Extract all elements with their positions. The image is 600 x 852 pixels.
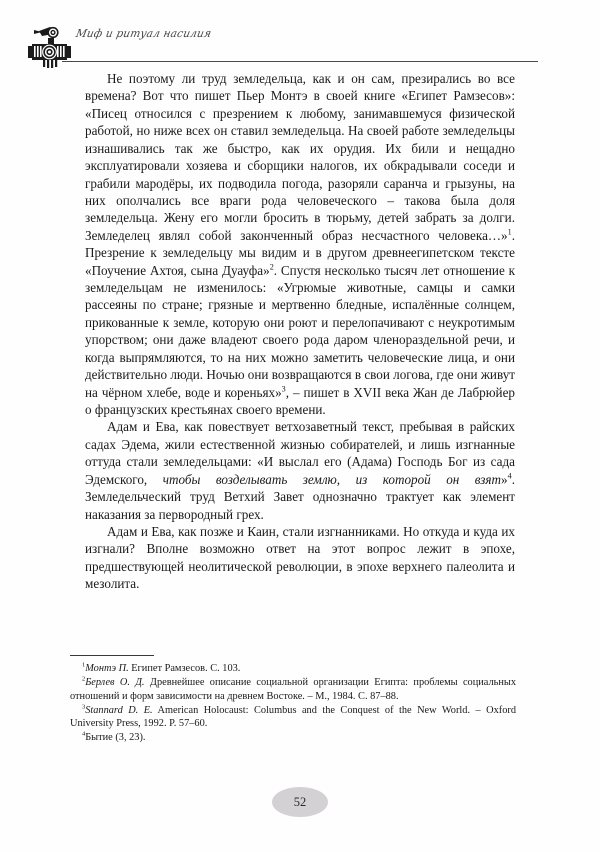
footnote-item — [70, 676, 516, 703]
footnote-number: 4 — [82, 731, 86, 739]
footnote-text: Древнейшее описание социальной организации Египта: проблемы социальных отношений и форм зависимости на древнем Востоке. – М., 1984. С. 87–88. — [70, 677, 516, 702]
footnote-author: Stannard D. E. — [85, 704, 153, 716]
footnote-author: Берлев О. Д. — [85, 677, 145, 689]
footnote-item — [70, 704, 516, 731]
footnote-number: 2 — [82, 675, 86, 683]
quote-italic: чтобы возделывать землю, из которой он взят — [162, 471, 502, 487]
footnote-marker-3[interactable]: 3 — [281, 384, 286, 394]
footnote-marker-2[interactable]: 2 — [269, 262, 274, 272]
footnote-marker-4[interactable]: 4 — [507, 471, 512, 481]
footnote-rule — [70, 655, 154, 656]
header-rule — [62, 61, 538, 62]
footnote-marker-1[interactable]: 1 — [507, 227, 512, 237]
body-text — [85, 70, 515, 593]
footnote-section — [70, 655, 516, 746]
page-header — [0, 0, 600, 66]
footnote-number: 1 — [82, 661, 86, 669]
page-number: 52 — [293, 794, 307, 809]
footnote-list — [70, 662, 516, 745]
footnote-text: Бытие (3, 23). — [85, 732, 146, 744]
footnote-number: 3 — [82, 703, 86, 711]
footnote-item — [70, 662, 516, 676]
running-head: Миф и ритуал насилия — [74, 27, 213, 41]
footnote-author: Монтэ П. — [85, 663, 129, 674]
footnote-text: American Holocaust: Columbus and the Conquest of the New World. – Oxford University Press, 1992. P. 57–60. — [70, 704, 516, 730]
footnote-item — [70, 731, 516, 745]
page-number-badge — [272, 787, 328, 817]
paragraph-1: Не поэтому ли труд земледельца, как и он сам, презирались во все времена? Вот что пишет Пьер Монтэ в своей книге «Египет Рамзесов»: «Писец относился с презрением к любому, занимавшемуся физической работой, но ниже всех он ставил земледельца. На своей работе земледельцы изнашивались так же быстро, как их орудия. Их били и нещадно эксплуатировали хозяева и сборщики налогов, их обкрадывали соседи и грабили мародёры, их подводила погода, разоряли саранча и грызуны, на них ополчались все враги рода человеческого – такова была доля земледельца. Жену его могли бросить в тюрьму, детей забрать за долги. Земледелец являл собой законченный образ несчастного человека…»$^1$. Презрение к земледельцу мы видим и в другом древнеегипетском тексте «Поучение Ахтоя, сына Дуауфа»$^2$. Спустя несколько тысяч лет отношение к земледельцам не изменилось: «Угрюмые животные, самцы и самки рассеяны по стране; грязные и мертвенно бледные, испалённые солнцем, прикованные к земле, которую они роют и перелопачивают с неукротимым упорством; они даже владеют своего рода даром членораздельной речи, и когда выпрямляются, то на них можно заметить человеческие лица, и они действительно люди. Ночью они возвращаются в свои логова, где они живут на чёрном хлебе, воде и кореньях»$^3$, – пишет в XVII века Жан де Лабрюйер о французских крестьянах своего времени. — [85, 71, 516, 418]
footnote-text: Египет Рамзесов. С. 103. — [128, 663, 241, 674]
paragraph-2: Адам и Ева, как повествует ветхозаветный текст, пребывая в райских садах Эдема, жили естественной жизнью собирателей, и лишь изгнанные оттуда стали земледельцами: «И выслал его (Адама) Господь Бог из сада Эдемского, чтобы возделывать землю, из которой он взят»$^4$. Земледельческий труд Ветхий Завет однозначно трактует как элемент наказания за первородный грех. — [85, 419, 515, 522]
paragraph-3: Адам и Ева, как позже и Каин, стали изгнанниками. Но откуда и куда их изгнали? Вполне возможно ответ на этот вопрос лежит в эпохе, предшествующей неолитической революции, в эпохе верхнего палеолита и мезолита. — [85, 523, 515, 592]
